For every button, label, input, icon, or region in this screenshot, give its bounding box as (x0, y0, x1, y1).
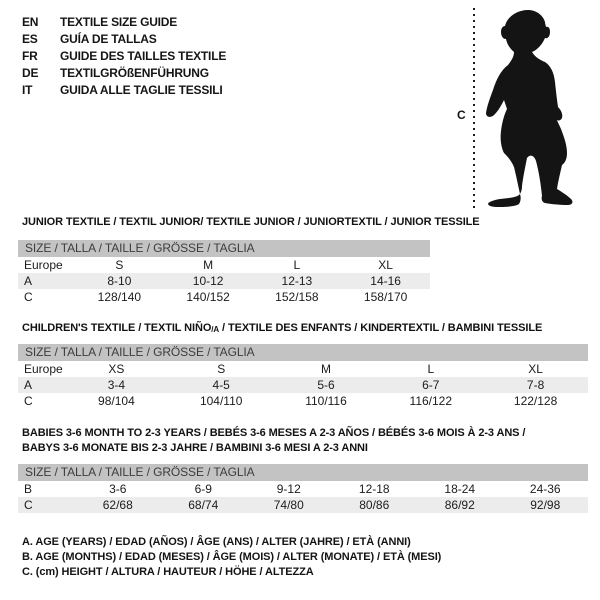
height-dashed-line (473, 8, 475, 210)
table-row (18, 289, 430, 305)
cell: L (427, 362, 435, 376)
cell: 12-18 (358, 482, 390, 496)
cell: 14-16 (370, 274, 401, 288)
cell: 10-12 (192, 274, 224, 288)
guide-title: TEXTILE SIZE GUIDE (60, 15, 178, 29)
row-label: C (24, 290, 33, 304)
cell: 128/140 (97, 290, 142, 304)
cell: 3-4 (107, 378, 126, 392)
footnote-c: C. (cm) HEIGHT / ALTURA / HAUTEUR / HÖHE / ALTEZZA (22, 566, 314, 578)
babies-title-line1: BABIES 3-6 MONTH TO 2-3 YEARS / BEBÉS 3-6 MESES A 2-3 AÑOS / BÉBÉS 3-6 MOIS À 2-3 ANS / (22, 427, 526, 439)
language-row (22, 82, 226, 99)
cell: 74/80 (273, 498, 304, 512)
table-header-bar: SIZE / TALLA / TAILLE / GRÖSSE / TAGLIA (18, 240, 430, 257)
title-part-sub: /A (211, 325, 220, 334)
table-header-bar: SIZE / TALLA / TAILLE / GRÖSSE / TAGLIA (18, 464, 588, 481)
language-row (22, 14, 226, 31)
cell: XL (378, 258, 393, 272)
table-row (18, 481, 588, 497)
junior-size-table (18, 240, 430, 305)
table-row (18, 497, 588, 513)
cell: 6-9 (194, 482, 212, 496)
cell: 8-10 (107, 274, 132, 288)
cell: 92/98 (530, 498, 561, 512)
cell: 6-7 (422, 378, 440, 392)
cell: 24-36 (529, 482, 561, 496)
language-row (22, 31, 226, 48)
cell: 3-6 (109, 482, 127, 496)
title-part: / TEXTILE DES ENFANTS / KINDERTEXTIL / BAMBINI TESSILE (219, 322, 543, 334)
cell: L (293, 258, 301, 272)
row-label: A (24, 274, 33, 288)
guide-title: GUIDE DES TAILLES TEXTILE (60, 49, 227, 63)
language-code: IT (22, 83, 33, 97)
cell: 4-5 (212, 378, 230, 392)
row-label: C (24, 394, 33, 408)
cell: 122/128 (513, 394, 558, 408)
row-label: Europe (24, 362, 63, 376)
row-label: B (24, 482, 33, 496)
height-measure-label: C (457, 108, 466, 122)
cell: 7-8 (526, 378, 545, 392)
cell: S (217, 362, 226, 376)
babies-section-title (22, 426, 582, 456)
children-section-title (22, 322, 542, 334)
language-title-list (22, 14, 226, 99)
babies-title-line2: BABYS 3-6 MONATE BIS 2-3 JAHRE / BAMBINI 3-6 MESI A 2-3 ANNI (22, 442, 368, 454)
footnote-a: A. AGE (YEARS) / EDAD (AÑOS) / ÂGE (ANS) / ALTER (JAHRE) / ETÀ (ANNI) (22, 536, 411, 548)
footnote-b: B. AGE (MONTHS) / EDAD (MESES) / ÂGE (MOIS) / ALTER (MONATE) / ETÀ (MESI) (22, 551, 442, 563)
cell: 80/86 (359, 498, 390, 512)
language-code: FR (22, 49, 38, 63)
language-code: ES (22, 32, 38, 46)
table-row (18, 361, 588, 377)
cell: M (320, 362, 331, 376)
guide-title: GUIDA ALLE TAGLIE TESSILI (60, 83, 223, 97)
language-row (22, 65, 226, 82)
language-code: DE (22, 66, 39, 80)
cell: 110/116 (305, 394, 347, 408)
footnote-list (22, 535, 441, 580)
cell: S (115, 258, 124, 272)
cell: 86/92 (444, 498, 475, 512)
table-row (18, 273, 430, 289)
table-row (18, 377, 588, 393)
row-label: C (24, 498, 33, 512)
cell: 68/74 (188, 498, 219, 512)
cell: 98/104 (98, 394, 135, 408)
cell: 12-13 (281, 274, 313, 288)
row-label: Europe (24, 258, 63, 272)
junior-section-title: JUNIOR TEXTILE / TEXTIL JUNIOR/ TEXTILE JUNIOR / JUNIORTEXTIL / JUNIOR TESSILE (22, 216, 480, 228)
cell: XS (108, 362, 125, 376)
cell: 18-24 (444, 482, 476, 496)
toddler-silhouette-icon (481, 8, 577, 208)
cell: 152/158 (275, 290, 319, 304)
cell: 140/152 (186, 290, 230, 304)
cell: M (203, 258, 214, 272)
cell: 116/122 (409, 394, 453, 408)
cell: 9-12 (276, 482, 301, 496)
table-row (18, 257, 430, 273)
cell: 104/110 (199, 394, 243, 408)
language-row (22, 48, 226, 65)
guide-title: TEXTILGRÖßENFÜHRUNG (60, 66, 209, 80)
cell: XL (528, 362, 543, 376)
table-header-bar: SIZE / TALLA / TAILLE / GRÖSSE / TAGLIA (18, 344, 588, 361)
row-label: A (24, 378, 33, 392)
children-size-table (18, 344, 588, 409)
cell: 158/170 (363, 290, 408, 304)
cell: 62/68 (102, 498, 133, 512)
babies-size-table (18, 464, 588, 513)
title-part: CHILDREN'S TEXTILE / TEXTIL NIÑO (22, 322, 212, 334)
language-code: EN (22, 15, 39, 29)
cell: 5-6 (317, 378, 335, 392)
table-row (18, 393, 588, 409)
guide-title: GUÍA DE TALLAS (60, 32, 157, 46)
